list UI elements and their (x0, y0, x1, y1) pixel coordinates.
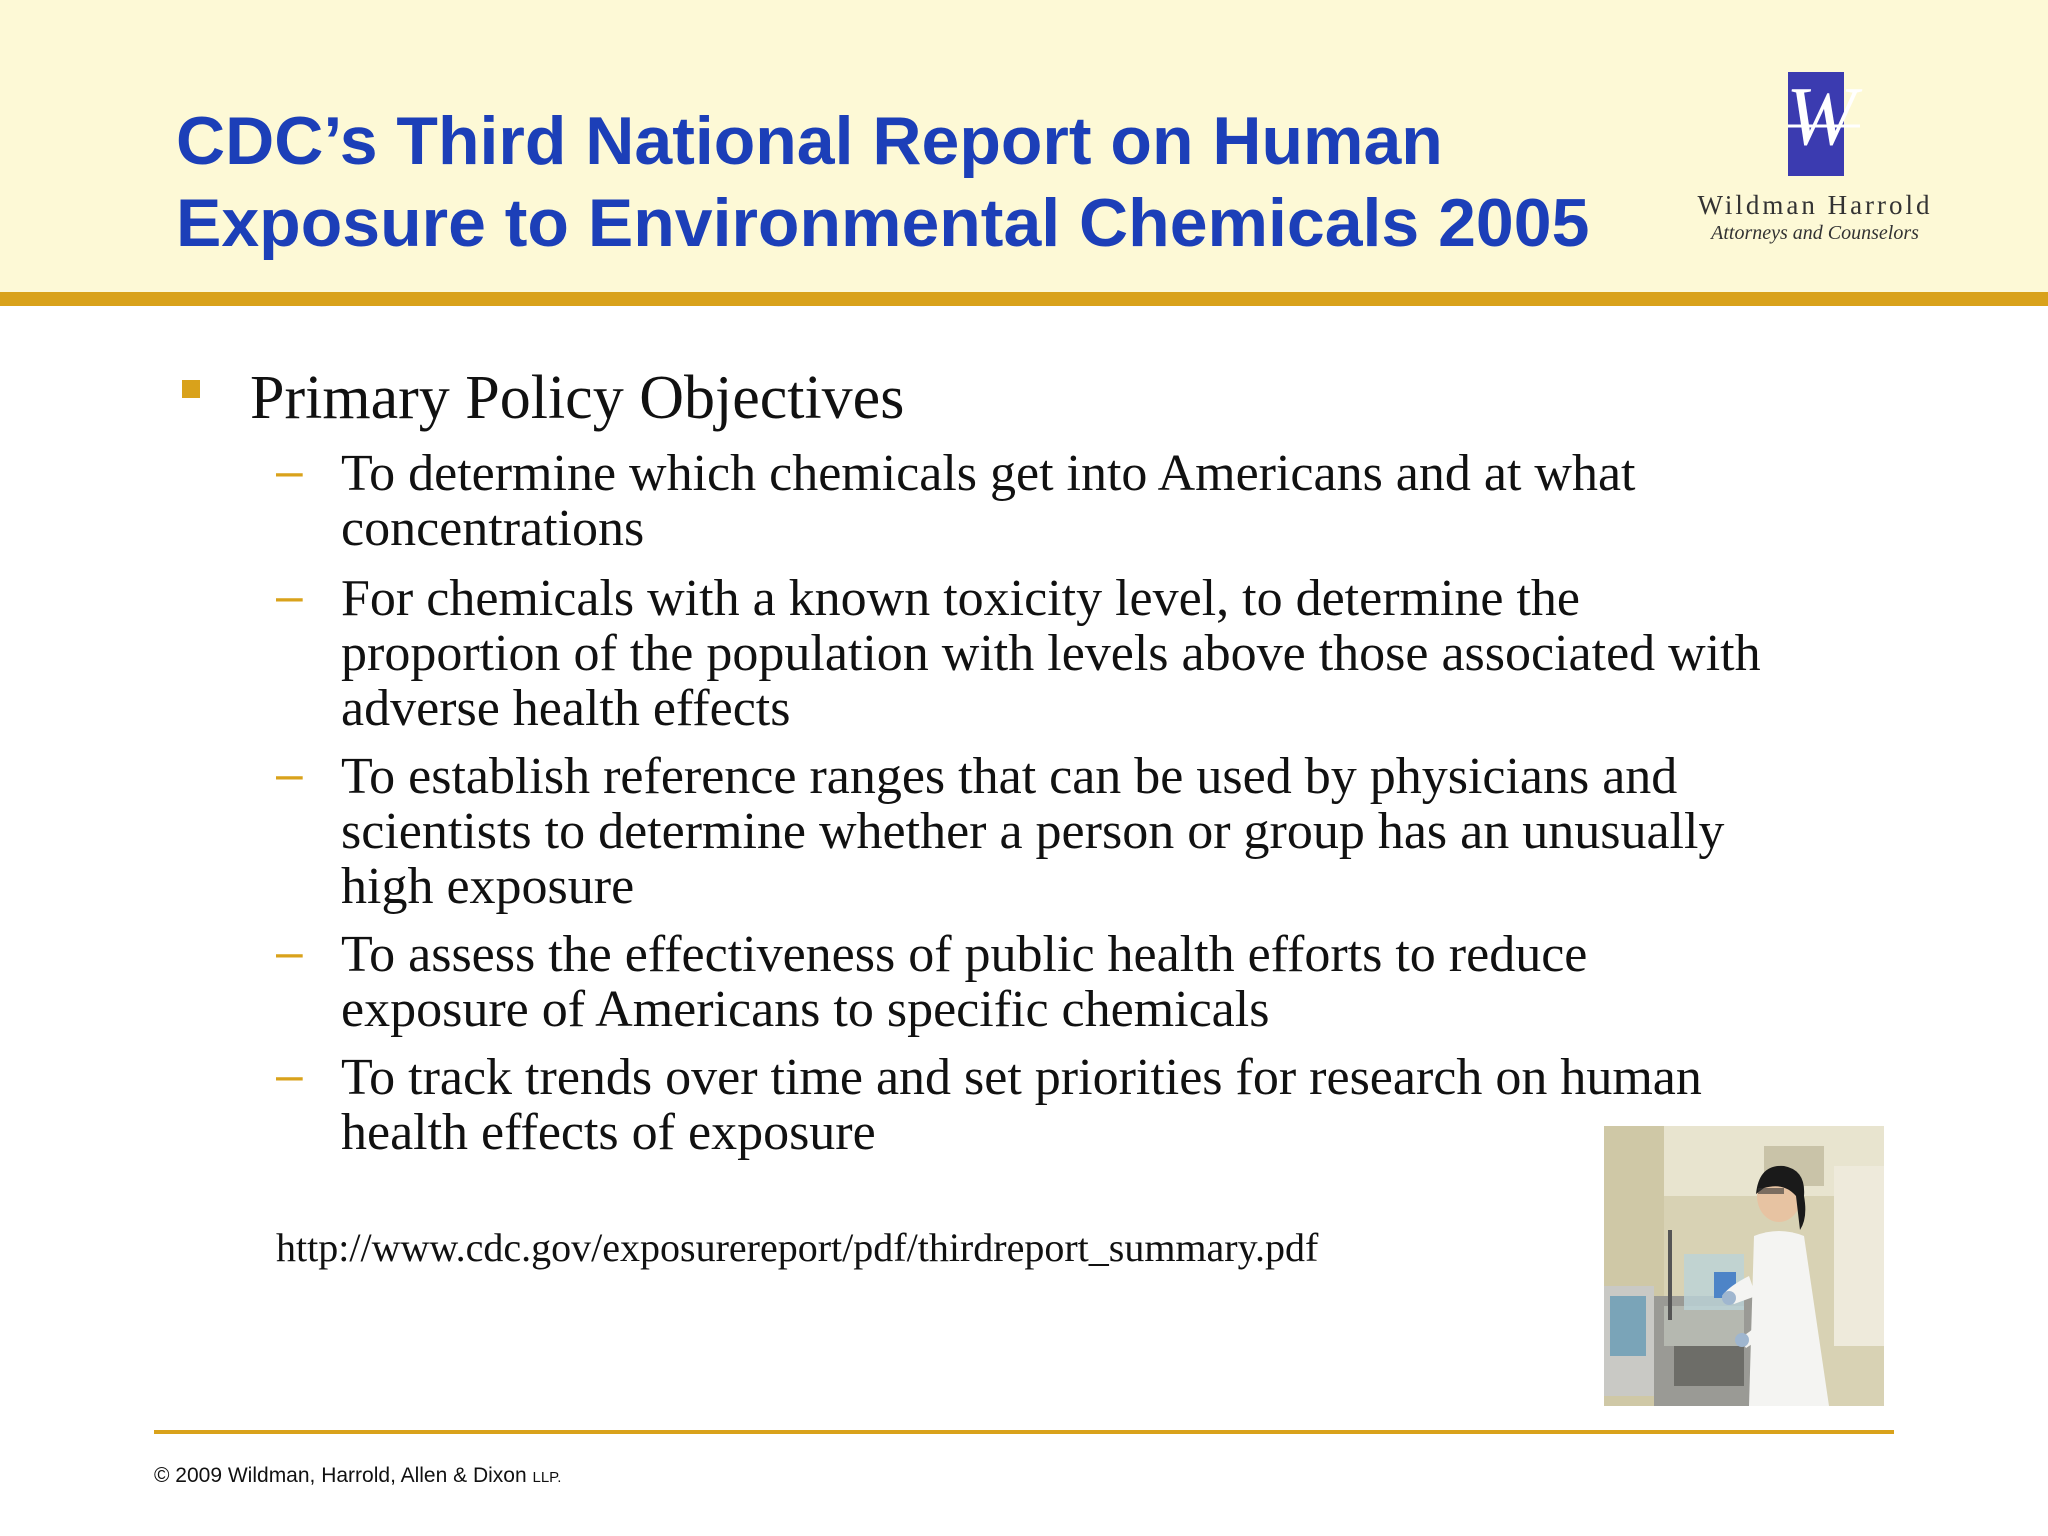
logo-monogram (1786, 72, 1856, 176)
sub-bullet-line: To establish reference ranges that can be used by physicians and (341, 748, 1678, 805)
sub-bullet-text (341, 571, 1981, 736)
sub-bullet-line: To assess the effectiveness of public health efforts to reduce (341, 926, 1588, 983)
square-bullet-icon (182, 380, 200, 398)
logo-tagline: Attorneys and Counselors (1711, 222, 1919, 244)
sub-bullet-line: To track trends over time and set priorities for research on human (341, 1049, 1702, 1106)
sub-bullet-line: proportion of the population with levels above those associated with (341, 625, 1761, 682)
sub-bullet-line: exposure of Americans to specific chemicals (341, 981, 1270, 1038)
sub-bullet-line: concentrations (341, 500, 645, 557)
sub-bullet-text (341, 927, 1981, 1037)
w-monogram-icon (1784, 78, 1864, 168)
dash-bullet-icon: – (276, 1049, 303, 1102)
copyright-notice (154, 1464, 561, 1488)
company-logo (1680, 66, 1940, 256)
slide-title (176, 100, 1656, 264)
title-line: CDC’s Third National Report on Human (176, 103, 1443, 179)
dash-bullet-icon: – (276, 926, 303, 979)
lab-scientist-photo (1604, 1126, 1884, 1406)
sub-bullet-line: health effects of exposure (341, 1104, 876, 1161)
sub-bullet-line: For chemicals with a known toxicity level, to determine the (341, 570, 1581, 627)
logo-name: Wildman Harrold (1697, 190, 1933, 220)
sub-bullet-line: scientists to determine whether a person or group has an unusually (341, 803, 1725, 860)
dash-bullet-icon: – (276, 748, 303, 801)
sub-bullet-line: adverse health effects (341, 680, 791, 737)
dash-bullet-icon: – (276, 570, 303, 623)
dash-bullet-icon: – (276, 445, 303, 498)
sub-bullet-text (341, 749, 1981, 914)
svg-text:W: W (1786, 78, 1856, 163)
title-line: Exposure to Environmental Chemicals 2005 (176, 185, 1590, 261)
main-bullet: Primary Policy Objectives (250, 364, 905, 432)
sub-bullet-text (341, 446, 1981, 556)
footer-divider (154, 1430, 1894, 1434)
source-url[interactable]: http://www.cdc.gov/exposurereport/pdf/thirdreport_summary.pdf (276, 1225, 1319, 1270)
sub-bullet-line: high exposure (341, 858, 635, 915)
copyright-text: © 2009 Wildman, Harrold, Allen & Dixon (154, 1464, 527, 1487)
copyright-suffix: LLP. (532, 1469, 562, 1486)
sub-bullet-line: To determine which chemicals get into Americans and at what (341, 445, 1636, 502)
header-divider (0, 292, 2048, 306)
